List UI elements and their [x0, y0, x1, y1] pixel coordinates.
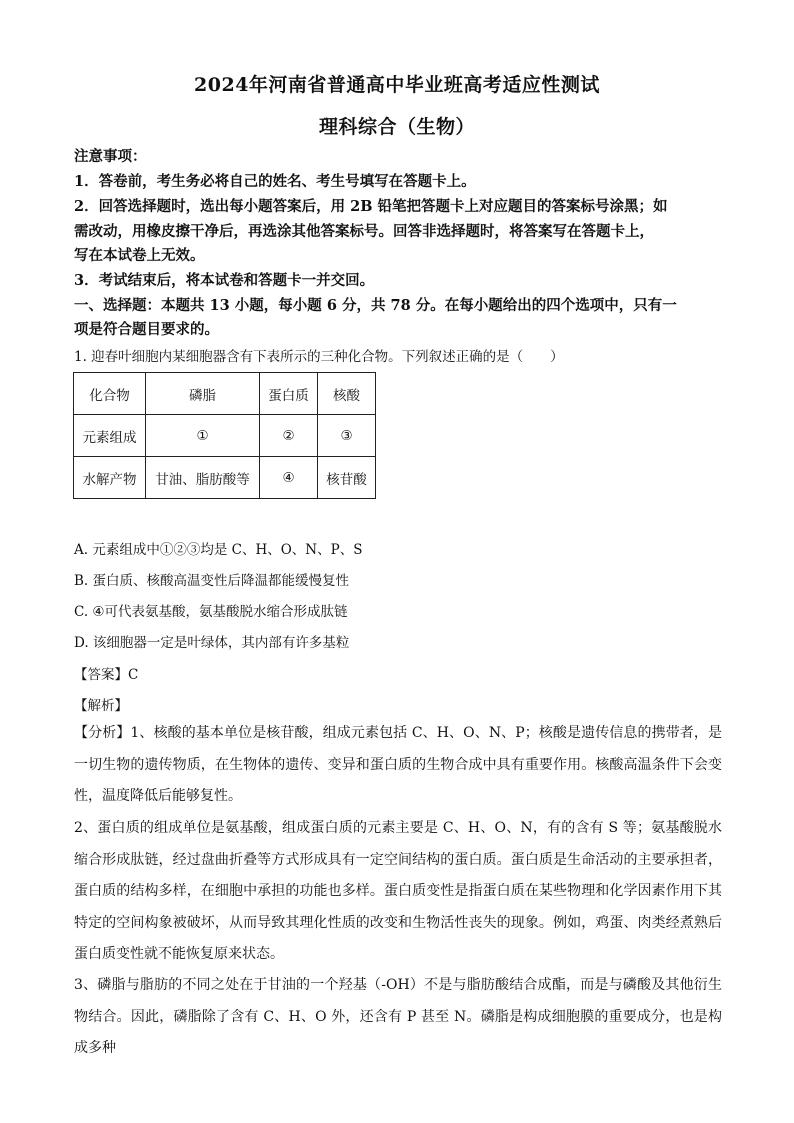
notice-item-2-line-2: 需改动，用橡皮擦干净后，再选涂其他答案标号。回答非选择题时，将答案写在答题卡上， [74, 223, 654, 240]
compound-table [73, 372, 376, 499]
table-cell: ① [146, 415, 260, 457]
notice-item-3: 3．考试结束后，将本试卷和答题卡一并交回。 [74, 272, 375, 289]
exam-subtitle: 理科综合（生物） [318, 116, 475, 138]
analysis-label: 【解析】 [74, 698, 128, 714]
table-header-cell: 化合物 [74, 373, 146, 415]
table-cell: 水解产物 [74, 457, 146, 499]
table-cell: 核苷酸 [318, 457, 376, 499]
section-heading-line-2: 项是符合题目要求的。 [74, 321, 219, 338]
option-c: C. ④可代表氨基酸，氨基酸脱水缩合形成肽链 [74, 604, 348, 620]
notice-item-2-line-3: 写在本试卷上无效。 [74, 247, 205, 264]
analysis-paragraph-1: 【分析】1、核酸的基本单位是核苷酸，组成元素包括 C、H、O、N、P；核酸是遗传信息的携带者，是一切生物的遗传物质，在生物体的遗传、变异和蛋白质的生物合成中具有重要作用。核酸高温条件下会变性，温度降低后能够复性。 [74, 725, 722, 804]
answer-label: 【答案】C [74, 667, 139, 683]
table-header-cell: 蛋白质 [260, 373, 318, 415]
table-cell: ③ [318, 415, 376, 457]
table-row [74, 415, 376, 457]
notice-item-2-line-1: 2．回答选择题时，选出每小题答案后，用 2B 铅笔把答题卡上对应题目的答案标号涂黑；如 [74, 198, 668, 215]
analysis-paragraph-2: 2、蛋白质的组成单位是氨基酸，组成蛋白质的元素主要是 C、H、O、N，有的含有 S 等；氨基酸脱水缩合形成肽链，经过盘曲折叠等方式形成具有一定空间结构的蛋白质。蛋白质是生命活动的主要承担者，蛋白质的结构多样，在细胞中承担的功能也多样。蛋白质变性是指蛋白质在某些物理和化学因素作用下其特定的空间构象被破坏，从而导致其理化性质的改变和生物活性丧失的现象。例如，鸡蛋、肉类经煮熟后蛋白质变性就不能恢复原来状态。 [74, 820, 722, 962]
option-d: D. 该细胞器一定是叶绿体，其内部有许多基粒 [74, 635, 350, 651]
option-a: A. 元素组成中①②③均是 C、H、O、N、P、S [74, 542, 363, 558]
notice-item-1: 1．答卷前，考生务必将自己的姓名、考生号填写在答题卡上。 [74, 173, 476, 190]
exam-title: 2024年河南省普通高中毕业班高考适应性测试 [194, 74, 600, 96]
section-heading-line-1: 一、选择题：本题共 13 小题，每小题 6 分，共 78 分。在每小题给出的四个选项中，只有一 [74, 297, 677, 314]
table-header-cell: 磷脂 [146, 373, 260, 415]
option-b: B. 蛋白质、核酸高温变性后降温都能缓慢复性 [74, 573, 350, 589]
table-cell: 甘油、脂肪酸等 [146, 457, 260, 499]
question-1-stem: 1. 迎春叶细胞内某细胞器含有下表所示的三种化合物。下列叙述正确的是（ ） [74, 349, 564, 365]
table-cell: 元素组成 [74, 415, 146, 457]
table-header-cell: 核酸 [318, 373, 376, 415]
table-row [74, 457, 376, 499]
notice-heading: 注意事项： [74, 148, 147, 165]
table-cell: ④ [260, 457, 318, 499]
table-header-row [74, 373, 376, 415]
table-cell: ② [260, 415, 318, 457]
analysis-paragraph-3: 3、磷脂与脂肪的不同之处在于甘油的一个羟基（-OH）不是与脂肪酸结合成酯，而是与磷酸及其他衍生物结合。因此，磷脂除了含有 C、H、O 外，还含有 P 甚至 N。磷脂是构成细胞膜的重要成分，也是构成多种 [74, 977, 722, 1056]
